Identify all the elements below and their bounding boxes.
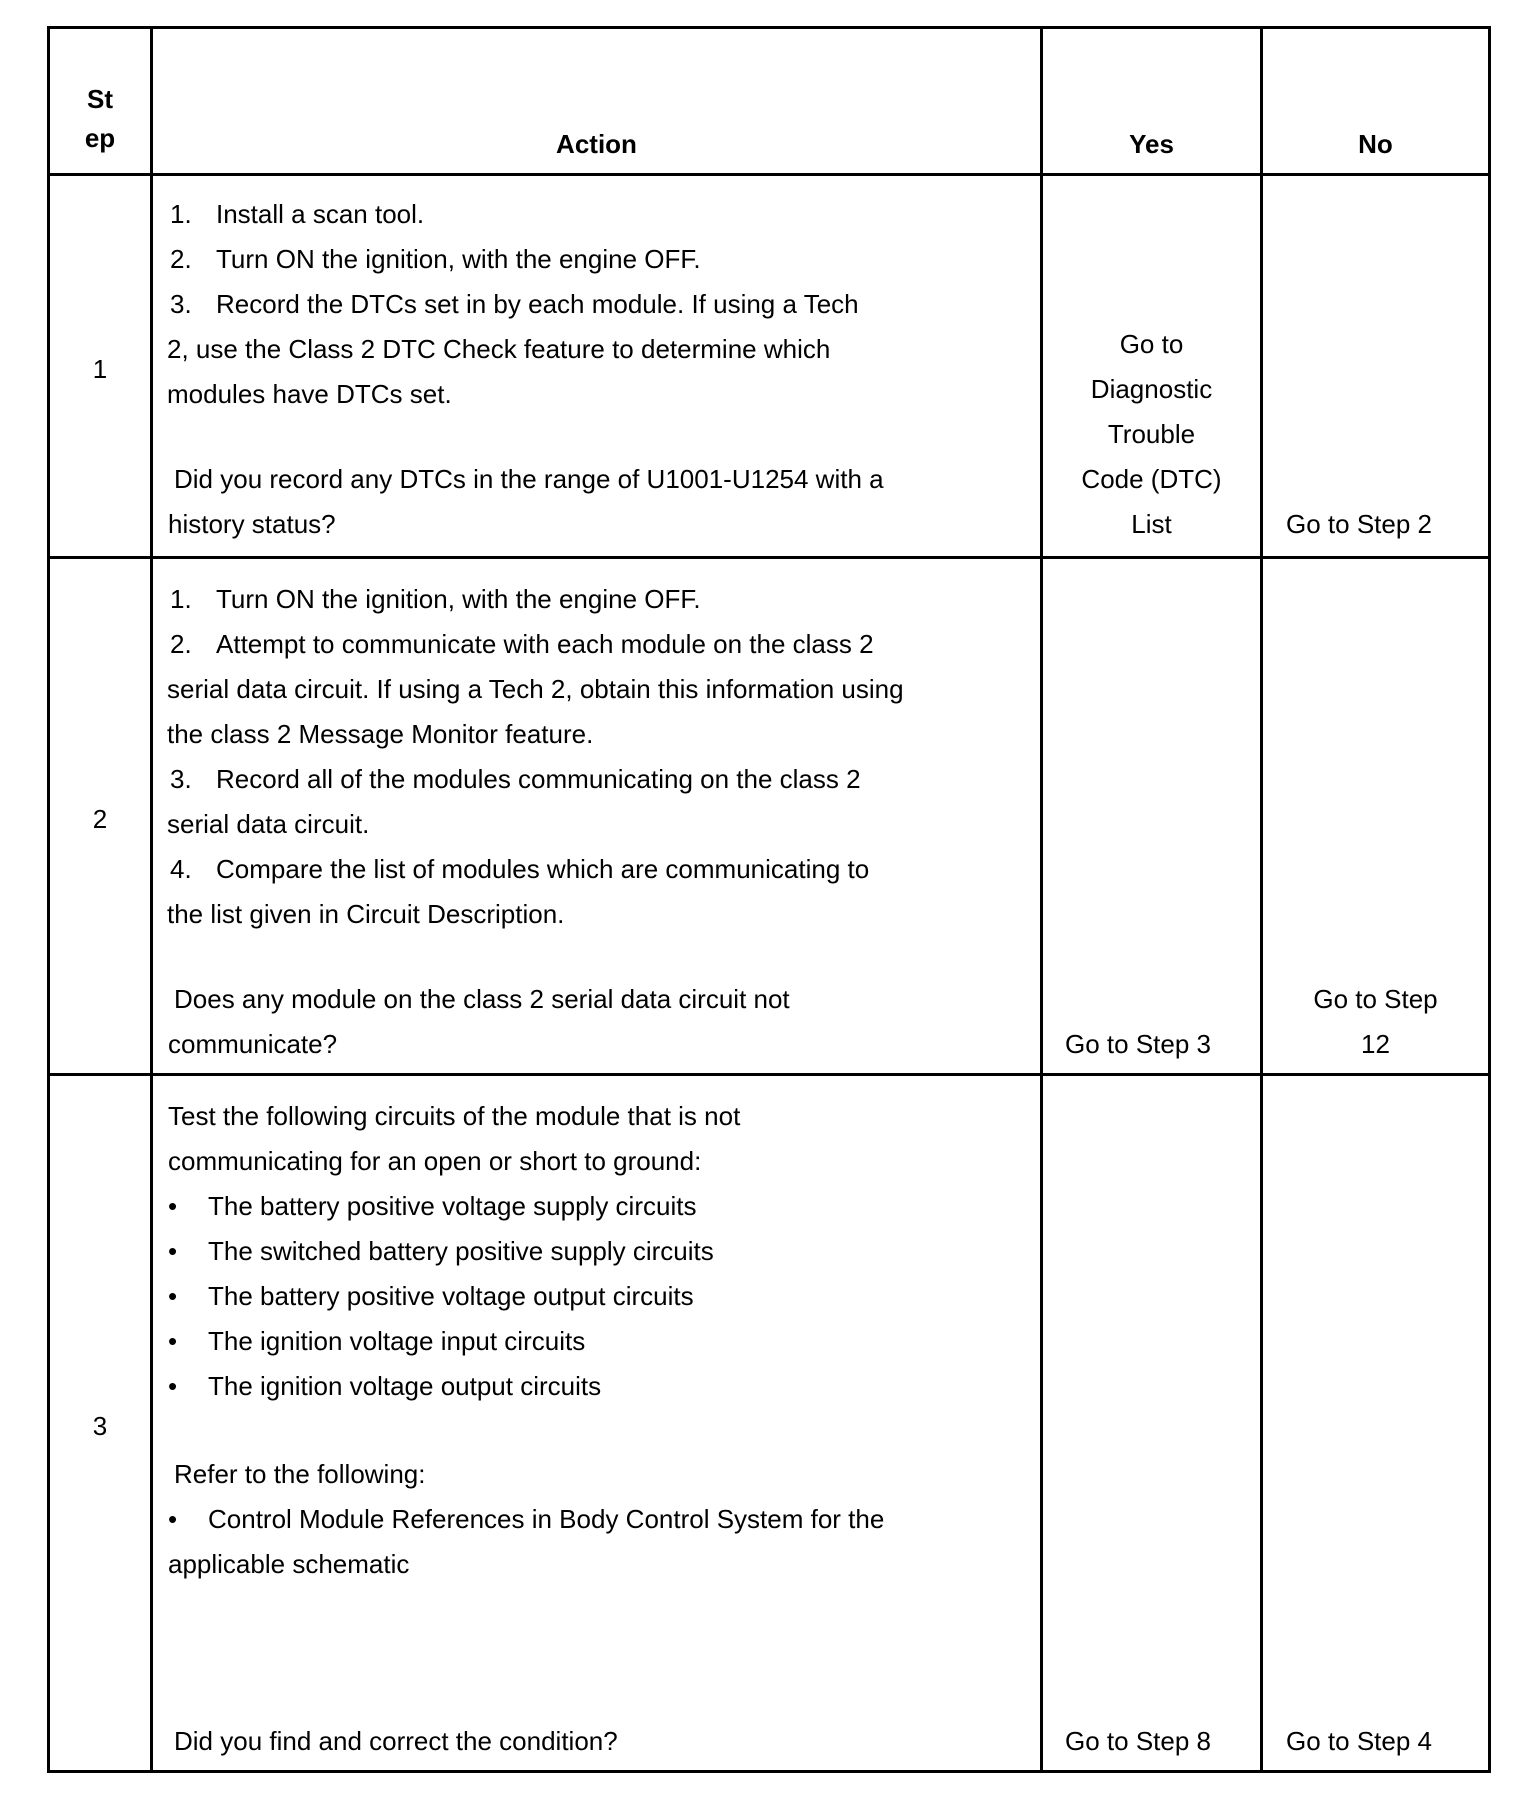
row3-action: Test the following circuits of the module that is not communicating for an open or short to ground: • The battery positive voltage supply circuits • The switched battery positive supply circuits • The battery positive voltage output circuits • The ignition voltage input circuits • The ignition voltage output circuits [168, 1094, 740, 1409]
row2-step: 2 [92, 804, 108, 834]
row3-refer-bullet: • Control Module References in Body Control System for the [168, 1504, 885, 1534]
row3-step: 3 [92, 1411, 108, 1441]
row2-no: Go to Step 12 [1313, 984, 1438, 1059]
row3-bullet: • The battery positive voltage supply circuits [168, 1191, 697, 1221]
row3-bullet: • The ignition voltage output circuits [168, 1371, 602, 1401]
column-divider-action-yes [1040, 29, 1043, 1770]
row1-step: 1 [92, 354, 108, 384]
row1-yes: Go to Diagnostic Trouble Code (DTC) List [1081, 329, 1222, 539]
row2-action: 1. Turn ON the ignition, with the engine OFF. 2. Attempt to communicate with each module on the class 2 serial data circuit. If using a Tech 2, obtain this information using the class 2 Message Monitor feature. 3. Record all of the modules communicating on the class 2 serial data circuit. 4. Compare the list of modules which are communicating to the list given in Circuit Description. [170, 577, 904, 937]
row-divider-header [50, 173, 1488, 176]
header-yes: Yes [1129, 129, 1174, 159]
header-no: No [1358, 129, 1393, 159]
row-divider-step1 [50, 556, 1488, 559]
row1-action-item: 2. Turn ON the ignition, with the engine OFF. [170, 244, 701, 274]
row-divider-step2 [50, 1073, 1488, 1076]
row1-action: 1. Install a scan tool. 2. Turn ON the ignition, with the engine OFF. 3. Record the DTCs set in by each module. If using a Tech 2, use the Class 2 DTC Check feature to determine which modules have DTCs set. [170, 192, 859, 417]
diagnostic-table [47, 26, 1491, 1773]
row3-bullet: • The switched battery positive supply circuits [168, 1236, 714, 1266]
row2-action-line: 2. Attempt to communicate with each module on the class 2 [170, 629, 874, 659]
row2-action-line: 4. Compare the list of modules which are communicating to [170, 854, 870, 884]
row3-refer: Refer to the following: • Control Module References in Body Control System for the applicable schematic [168, 1459, 885, 1579]
row3-question: Did you find and correct the condition? [174, 1726, 618, 1756]
row3-bullet: • The battery positive voltage output circuits [168, 1281, 694, 1311]
column-divider-yes-no [1260, 29, 1263, 1770]
row3-no: Go to Step 4 [1286, 1726, 1432, 1756]
header-action: Action [556, 129, 637, 159]
column-divider-step-action [150, 29, 153, 1770]
row2-action-line: 1. Turn ON the ignition, with the engine OFF. [170, 584, 701, 614]
row1-no: Go to Step 2 [1286, 509, 1432, 539]
row1-action-item: 1. Install a scan tool. [170, 199, 425, 229]
row2-action-line: 3. Record all of the modules communicating on the class 2 [170, 764, 861, 794]
row1-question: Did you record any DTCs in the range of U1001-U1254 with a history status? [168, 464, 884, 539]
row3-yes: Go to Step 8 [1065, 1726, 1211, 1756]
row2-question: Does any module on the class 2 serial data circuit not communicate? [168, 984, 790, 1059]
row2-yes: Go to Step 3 [1065, 1029, 1211, 1059]
header-step: St ep [84, 84, 116, 153]
row3-bullet: • The ignition voltage input circuits [168, 1326, 586, 1356]
row1-action-item: 3. Record the DTCs set in by each module. If using a Tech [170, 289, 859, 319]
